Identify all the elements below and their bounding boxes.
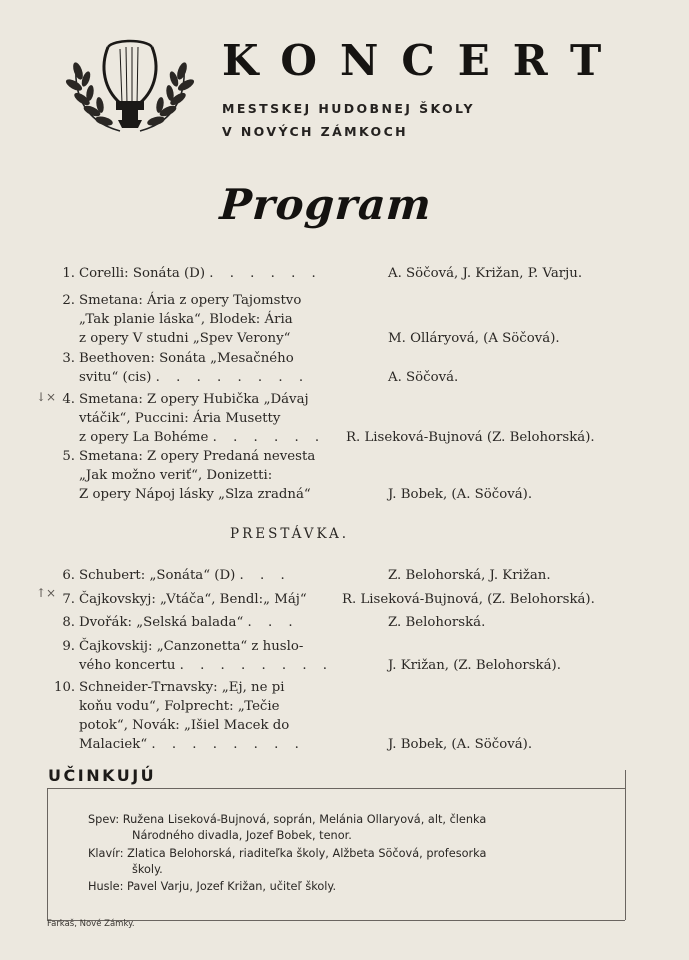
item-text: Čajkovskyj: „Vtáča“, Bendl:„ Máj“ (79, 592, 307, 607)
item-text: Čajkovskij: „Canzonetta“ z huslo- (79, 639, 304, 654)
item-performers: J. Križan, (Z. Belohorská). (388, 658, 561, 673)
item-number: 9. (62, 639, 75, 654)
box-border-right (625, 770, 626, 920)
leader-dots: . . . . . . (209, 266, 322, 281)
cast-row-violin (88, 879, 598, 895)
item-text: Schneider-Trnavsky: „Ej, ne pi (79, 680, 285, 695)
margin-mark: ↑× (36, 586, 57, 600)
cast-row-voice (88, 812, 598, 844)
item-performers: A. Söčová. (388, 370, 459, 385)
cast-text: Pavel Varju, Jozef Križan, učiteľ školy. (127, 880, 337, 893)
leader-dots: . . . . . . . . (179, 658, 334, 673)
box-border-left (47, 788, 48, 920)
item-text: „Tak planie láska“, Blodek: Ária (79, 312, 293, 327)
leader-dots: . . . (239, 568, 291, 583)
item-number: 7. (62, 592, 75, 607)
item-performers: M. Olláryová, (A Söčová). (388, 331, 560, 346)
item-text: Z opery Nápoj lásky „Slza zradná“ (79, 487, 311, 502)
item-text: potok“, Novák: „Išiel Macek do (79, 718, 290, 733)
school-name-line1: MESTSKEJ HUDOBNEJ ŠKOLY (222, 101, 475, 116)
item-number: 5. (62, 449, 75, 464)
item-performers: R. Liseková-Bujnová (Z. Belohorská). (346, 430, 595, 445)
item-text: Beethoven: Sonáta „Mesačného (79, 351, 294, 366)
item-performers: J. Bobek, (A. Söčová). (388, 487, 533, 502)
leader-dots: . . . . . . (212, 430, 326, 445)
item-performers: J. Bobek, (A. Söčová). (388, 737, 533, 752)
item-text: z opery V studni „Spev Verony“ (79, 331, 291, 346)
cast-label: Husle: (88, 880, 124, 893)
item-text: z opery La Bohéme (79, 430, 209, 445)
item-text: Malaciek“ (79, 737, 148, 752)
item-performers: R. Liseková-Bujnová, (Z. Belohorská). (342, 592, 595, 607)
item-number: 1. (62, 266, 75, 281)
cast-label: Klavír: (88, 847, 124, 860)
cast-text: Ružena Liseková-Bujnová, soprán, Melánia Ollaryová, alt, členka (122, 813, 487, 826)
program-heading: Program (218, 180, 434, 229)
item-text: koňu vodu“, Folprecht: „Tečie (79, 699, 280, 714)
cast-text: Národného divadla, Jozef Bobek, tenor. (132, 829, 352, 842)
cast-label: Spev: (88, 813, 120, 826)
item-text: „Jak možno veriť“, Donizetti: (79, 468, 273, 483)
box-border-top (47, 788, 625, 789)
leader-dots: . . . . . . . . (155, 370, 310, 385)
item-text: vého koncertu (79, 658, 176, 673)
cast-text: školy. (132, 863, 163, 876)
item-performers: A. Söčová, J. Križan, P. Varju. (388, 266, 583, 281)
cast-row-piano (88, 846, 598, 878)
item-text: Smetana: Z opery Predaná nevesta (79, 449, 316, 464)
item-text: Dvořák: „Selská balada“ (79, 615, 244, 630)
item-performers: Z. Belohorská. (388, 615, 486, 630)
item-text: Schubert: „Sonáta“ (D) (79, 568, 236, 583)
cast-text: Zlatica Belohorská, riaditeľka školy, Alžbeta Söčová, profesorka (127, 847, 487, 860)
item-performers: Z. Belohorská, J. Križan. (388, 568, 551, 583)
printer-imprint: Farkaš, Nové Zámky. (47, 919, 135, 929)
leader-dots: . . . . . . . . (151, 737, 305, 752)
concert-title: KONCERT (222, 36, 625, 85)
item-text: Smetana: Z opery Hubička „Dávaj (79, 392, 309, 407)
lyre-wreath-emblem-icon (60, 27, 200, 139)
leader-dots: . . . (247, 615, 299, 630)
item-number: 3. (62, 351, 75, 366)
item-text: Smetana: Ária z opery Tajomstvo (79, 293, 302, 308)
intermission-label: PRESTÁVKA. (230, 526, 350, 542)
item-number: 8. (62, 615, 75, 630)
item-text: svitu“ (cis) (79, 370, 152, 385)
item-text: Corelli: Sonáta (D) (79, 266, 206, 281)
item-number: 4. (62, 392, 75, 407)
item-number: 2. (62, 293, 75, 308)
margin-mark: ↓× (36, 390, 57, 404)
performers-heading: UČINKUJÚ (48, 766, 157, 785)
school-name-line2: V NOVÝCH ZÁMKOCH (222, 124, 409, 139)
item-number: 10. (54, 680, 76, 695)
item-number: 6. (62, 568, 75, 583)
item-text: vtáčik“, Puccini: Ária Musetty (79, 411, 281, 426)
